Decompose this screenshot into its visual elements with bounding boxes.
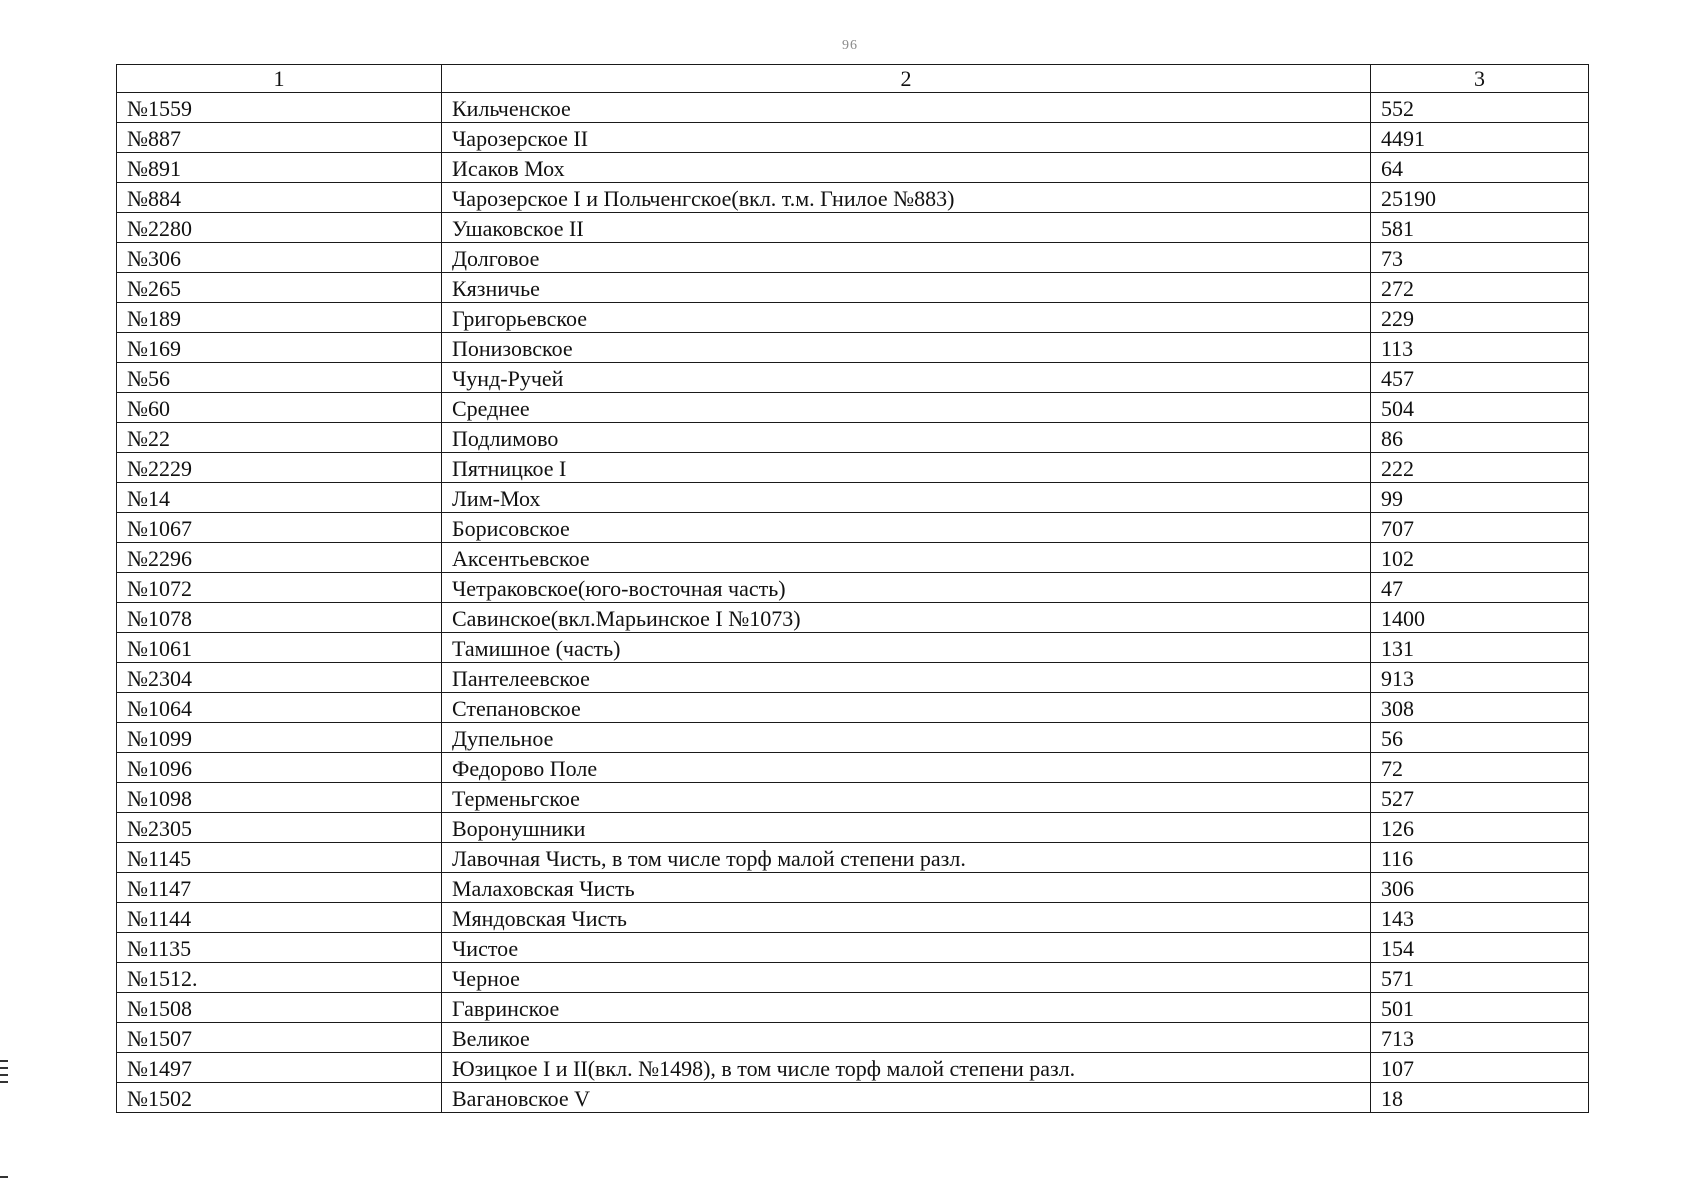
deposit-name-cell: Григорьевское <box>442 303 1371 333</box>
table-row <box>117 813 1589 843</box>
deposit-value-cell: 229 <box>1371 303 1589 333</box>
deposit-value-cell: 707 <box>1371 513 1589 543</box>
deposit-value-cell: 154 <box>1371 933 1589 963</box>
deposit-value-cell: 25190 <box>1371 183 1589 213</box>
table-row <box>117 273 1589 303</box>
deposit-value-cell: 308 <box>1371 693 1589 723</box>
table-row <box>117 453 1589 483</box>
deposit-value-cell: 126 <box>1371 813 1589 843</box>
deposit-name-cell: Понизовское <box>442 333 1371 363</box>
table-row <box>117 933 1589 963</box>
deposit-name-cell: Долговое <box>442 243 1371 273</box>
deposit-name-cell: Аксентьевское <box>442 543 1371 573</box>
deposit-name-cell: Юзицкое I и II(вкл. №1498), в том числе торф малой степени разл. <box>442 1053 1371 1083</box>
table-row <box>117 1083 1589 1113</box>
deposit-value-cell: 86 <box>1371 423 1589 453</box>
deposit-name-cell: Воронушники <box>442 813 1371 843</box>
deposit-number-cell: №1147 <box>117 873 442 903</box>
table-row <box>117 213 1589 243</box>
table-row <box>117 393 1589 423</box>
table-row <box>117 963 1589 993</box>
deposit-number-cell: №1064 <box>117 693 442 723</box>
margin-mark <box>0 1067 8 1069</box>
deposit-value-cell: 116 <box>1371 843 1589 873</box>
column-header-1: 1 <box>117 65 442 93</box>
deposit-name-cell: Пантелеевское <box>442 663 1371 693</box>
deposit-name-cell: Борисовское <box>442 513 1371 543</box>
deposit-value-cell: 72 <box>1371 753 1589 783</box>
table-row <box>117 633 1589 663</box>
page-number: 96 <box>842 38 858 53</box>
deposit-value-cell: 272 <box>1371 273 1589 303</box>
deposit-number-cell: №1067 <box>117 513 442 543</box>
table-row <box>117 423 1589 453</box>
deposit-name-cell: Чарозерское II <box>442 123 1371 153</box>
table-row <box>117 1023 1589 1053</box>
deposit-number-cell: №56 <box>117 363 442 393</box>
deposit-value-cell: 457 <box>1371 363 1589 393</box>
deposit-number-cell: №2229 <box>117 453 442 483</box>
deposit-name-cell: Ушаковское II <box>442 213 1371 243</box>
deposit-name-cell: Чунд-Ручей <box>442 363 1371 393</box>
deposit-value-cell: 64 <box>1371 153 1589 183</box>
deposit-value-cell: 504 <box>1371 393 1589 423</box>
deposit-value-cell: 143 <box>1371 903 1589 933</box>
deposit-name-cell: Чистое <box>442 933 1371 963</box>
column-header-2: 2 <box>442 65 1371 93</box>
deposit-value-cell: 306 <box>1371 873 1589 903</box>
deposit-number-cell: №14 <box>117 483 442 513</box>
deposit-number-cell: №306 <box>117 243 442 273</box>
deposit-name-cell: Тамишное (часть) <box>442 633 1371 663</box>
deposit-name-cell: Лавочная Чисть, в том числе торф малой степени разл. <box>442 843 1371 873</box>
deposit-value-cell: 99 <box>1371 483 1589 513</box>
table-header <box>117 65 1589 93</box>
deposit-number-cell: №169 <box>117 333 442 363</box>
deposit-value-cell: 113 <box>1371 333 1589 363</box>
deposit-number-cell: №891 <box>117 153 442 183</box>
deposit-name-cell: Мяндовская Чисть <box>442 903 1371 933</box>
deposit-value-cell: 73 <box>1371 243 1589 273</box>
peat-deposits-table <box>116 64 1589 1113</box>
deposit-name-cell: Терменьгское <box>442 783 1371 813</box>
deposit-number-cell: №1099 <box>117 723 442 753</box>
table-row <box>117 723 1589 753</box>
deposit-number-cell: №1061 <box>117 633 442 663</box>
table-row <box>117 873 1589 903</box>
table-row <box>117 153 1589 183</box>
margin-mark <box>0 1081 8 1083</box>
deposit-name-cell: Малаховская Чисть <box>442 873 1371 903</box>
table-row <box>117 603 1589 633</box>
table-row <box>117 543 1589 573</box>
deposit-name-cell: Среднее <box>442 393 1371 423</box>
deposit-value-cell: 47 <box>1371 573 1589 603</box>
deposit-name-cell: Черное <box>442 963 1371 993</box>
table-row <box>117 573 1589 603</box>
table-row <box>117 753 1589 783</box>
deposit-number-cell: №1072 <box>117 573 442 603</box>
table-row <box>117 693 1589 723</box>
deposit-number-cell: №2296 <box>117 543 442 573</box>
table-row <box>117 243 1589 273</box>
deposit-name-cell: Дупельное <box>442 723 1371 753</box>
deposit-name-cell: Четраковское(юго-восточная часть) <box>442 573 1371 603</box>
deposit-name-cell: Федорово Поле <box>442 753 1371 783</box>
deposit-name-cell: Савинское(вкл.Марьинское I №1073) <box>442 603 1371 633</box>
deposit-number-cell: №1508 <box>117 993 442 1023</box>
deposit-value-cell: 131 <box>1371 633 1589 663</box>
table-row <box>117 183 1589 213</box>
deposit-value-cell: 222 <box>1371 453 1589 483</box>
margin-mark <box>0 1074 8 1076</box>
deposit-number-cell: №1135 <box>117 933 442 963</box>
table-row <box>117 663 1589 693</box>
deposit-number-cell: №1512. <box>117 963 442 993</box>
deposit-value-cell: 4491 <box>1371 123 1589 153</box>
deposit-number-cell: №22 <box>117 423 442 453</box>
deposit-number-cell: №1096 <box>117 753 442 783</box>
table-row <box>117 993 1589 1023</box>
deposit-value-cell: 18 <box>1371 1083 1589 1113</box>
deposit-number-cell: №887 <box>117 123 442 153</box>
table-row <box>117 333 1589 363</box>
deposit-name-cell: Вагановское V <box>442 1083 1371 1113</box>
deposit-value-cell: 581 <box>1371 213 1589 243</box>
deposit-value-cell: 527 <box>1371 783 1589 813</box>
table-row <box>117 303 1589 333</box>
deposit-number-cell: №2304 <box>117 663 442 693</box>
deposit-number-cell: №2280 <box>117 213 442 243</box>
deposit-value-cell: 102 <box>1371 543 1589 573</box>
deposit-value-cell: 571 <box>1371 963 1589 993</box>
deposit-name-cell: Степановское <box>442 693 1371 723</box>
table-row <box>117 363 1589 393</box>
deposit-name-cell: Пятницкое I <box>442 453 1371 483</box>
table-row <box>117 783 1589 813</box>
table-row <box>117 123 1589 153</box>
table-row <box>117 483 1589 513</box>
deposit-value-cell: 501 <box>1371 993 1589 1023</box>
deposit-name-cell: Исаков Мох <box>442 153 1371 183</box>
deposit-name-cell: Великое <box>442 1023 1371 1053</box>
table-row <box>117 843 1589 873</box>
deposit-name-cell: Лим-Мох <box>442 483 1371 513</box>
deposit-name-cell: Кильченское <box>442 93 1371 123</box>
deposit-name-cell: Подлимово <box>442 423 1371 453</box>
deposit-name-cell: Чарозерское I и Польченгское(вкл. т.м. Гнилое №883) <box>442 183 1371 213</box>
table-row <box>117 903 1589 933</box>
deposit-name-cell: Кязничье <box>442 273 1371 303</box>
header-row <box>117 65 1589 93</box>
deposit-number-cell: №265 <box>117 273 442 303</box>
deposit-number-cell: №60 <box>117 393 442 423</box>
deposit-value-cell: 713 <box>1371 1023 1589 1053</box>
deposit-number-cell: №1098 <box>117 783 442 813</box>
deposit-value-cell: 107 <box>1371 1053 1589 1083</box>
deposit-number-cell: №1145 <box>117 843 442 873</box>
deposit-value-cell: 56 <box>1371 723 1589 753</box>
deposit-number-cell: №1507 <box>117 1023 442 1053</box>
table-row <box>117 1053 1589 1083</box>
margin-marks <box>0 1060 8 1088</box>
margin-dash <box>0 1176 8 1178</box>
deposit-number-cell: №1078 <box>117 603 442 633</box>
deposit-number-cell: №1144 <box>117 903 442 933</box>
deposit-number-cell: №884 <box>117 183 442 213</box>
table-body <box>117 93 1589 1113</box>
deposit-value-cell: 913 <box>1371 663 1589 693</box>
margin-mark <box>0 1060 8 1062</box>
deposit-number-cell: №2305 <box>117 813 442 843</box>
deposit-value-cell: 1400 <box>1371 603 1589 633</box>
deposit-number-cell: №1559 <box>117 93 442 123</box>
deposit-value-cell: 552 <box>1371 93 1589 123</box>
deposit-number-cell: №189 <box>117 303 442 333</box>
table-row <box>117 513 1589 543</box>
deposit-name-cell: Гавринское <box>442 993 1371 1023</box>
deposit-number-cell: №1497 <box>117 1053 442 1083</box>
column-header-3: 3 <box>1371 65 1589 93</box>
deposit-number-cell: №1502 <box>117 1083 442 1113</box>
table-row <box>117 93 1589 123</box>
